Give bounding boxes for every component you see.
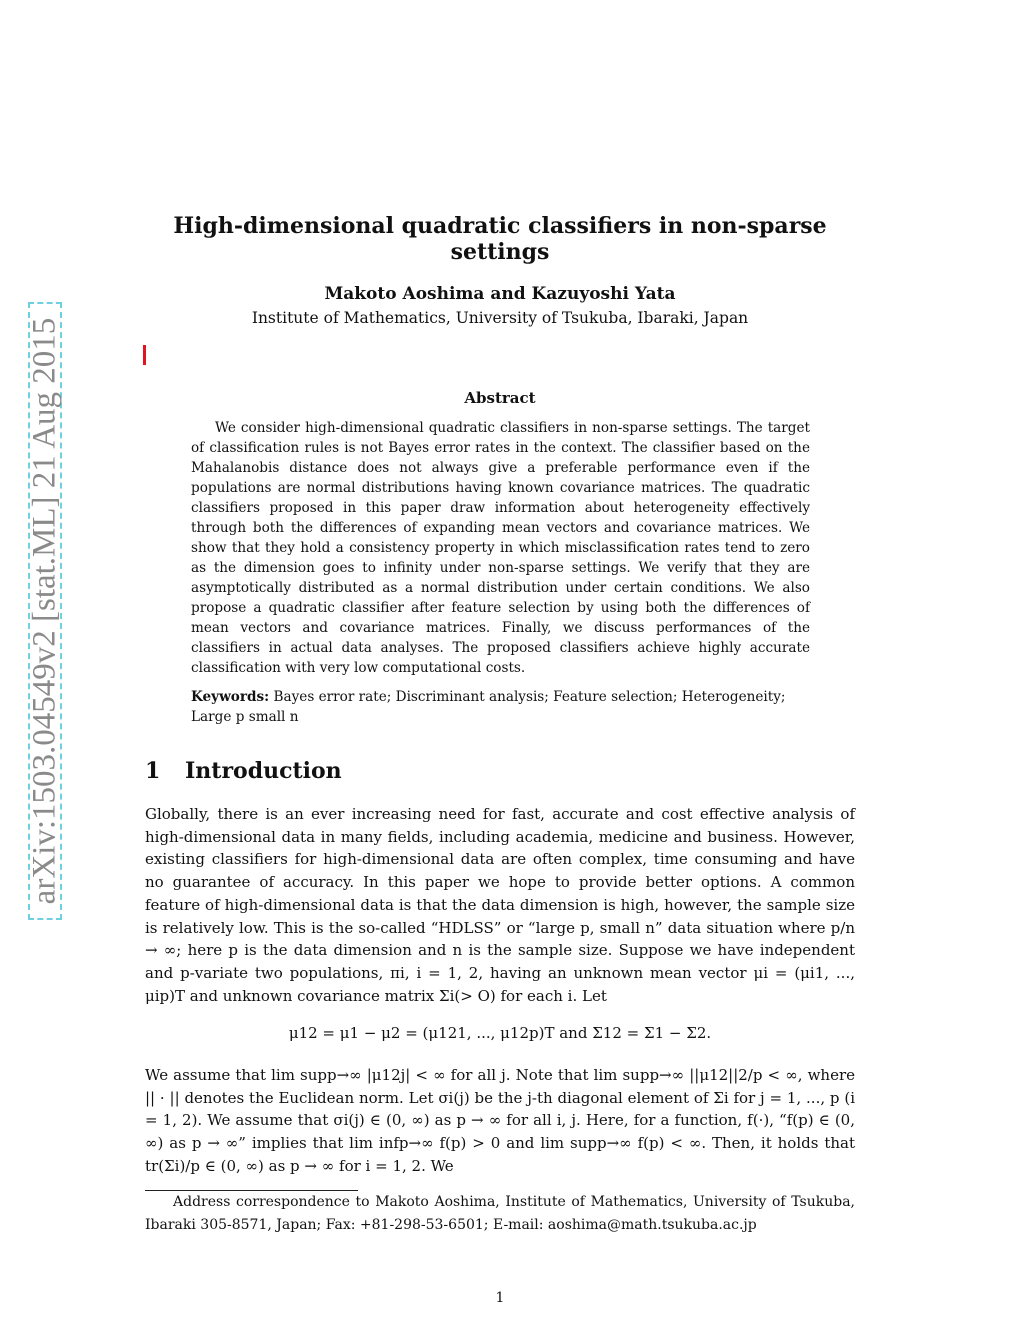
margin-mark — [143, 345, 146, 365]
section-title: Introduction — [185, 758, 342, 784]
section-number: 1 — [145, 758, 161, 784]
intro-paragraph: Globally, there is an ever increasing need for fast, accurate and cost effective analysis of high-dimensional data in many fields, including academia, medicine and business. However, existing classifiers for high-dimensional data are often complex, time consuming and have no guarantee of accuracy. In this paper we hope to provide better options. A common feature of high-dimensional data is that the data dimension is high, however, the sample size is relatively low. This is the so-called “HDLSS” or “large p, small n” data situation where p/n → ∞; here p is the data dimension and n is the sample size. Suppose we have independent and p-variate two populations, πi, i = 1, 2, having an unknown mean vector μi = (μi1, ..., μip)T and unknown covariance matrix Σi(> O) for each i. Let — [145, 805, 855, 1005]
section-heading — [145, 758, 342, 784]
keywords-label: Keywords: — [191, 689, 270, 705]
paper-affiliation: Institute of Mathematics, University of Tsukuba, Ibaraki, Japan — [251, 309, 749, 327]
footnote: Address correspondence to Makoto Aoshima, Institute of Mathematics, University of Tsukuba, Ibaraki 305-8571, Japan; Fax: +81-298-53-6501; E-mail: aoshima@math.tsukuba.ac.jp — [145, 1194, 855, 1233]
paper-title: High-dimensional quadratic classifiers in non-sparse settings — [173, 213, 827, 265]
keywords-list: Bayes error rate; Discriminant analysis; Feature selection; Heterogeneity; Large p small n — [191, 689, 786, 725]
keywords — [191, 687, 810, 727]
paper-authors: Makoto Aoshima and Kazuyoshi Yata — [324, 284, 676, 304]
display-equation: μ12 = μ1 − μ2 = (μ121, ..., μ12p)T and Σ12 = Σ1 − Σ2. — [288, 1024, 712, 1042]
abstract-heading: Abstract — [464, 389, 536, 407]
abstract-text: We consider high-dimensional quadratic classifiers in non-sparse settings. The target of classification rules is not Bayes error rates in the context. The classifier based on the Mahalanobis distance does not always give a preferable performance even if the populations are normal distributions having known covariance matrices. The quadratic classifiers proposed in this paper draw information about heterogeneity effectively through both the differences of expanding mean vectors and covariance matrices. We show that they hold a consistency property in which misclassification rates tend to zero as the dimension goes to infinity under non-sparse settings. We verify that they are asymptotically distributed as a normal distribution under certain conditions. We also propose a quadratic classifier after feature selection by using both the differences of mean vectors and covariance matrices. Finally, we discuss performances of the classifiers in actual data analyses. The proposed classifiers achieve highly accurate classification with very low computational costs. — [191, 420, 810, 676]
page-number: 1 — [495, 1290, 505, 1306]
arxiv-stamp: arXiv:1503.04549v2 [stat.ML] 21 Aug 2015 — [26, 317, 63, 905]
body-paragraph: We assume that lim supp→∞ |μ12j| < ∞ for all j. Note that lim supp→∞ ||μ12||2/p < ∞, where || · || denotes the Euclidean norm. Let σi(j) be the j-th diagonal element of Σi for j = 1, ..., p (i = 1, 2). We assume that σi(j) ∈ (0, ∞) as p → ∞ for all i, j. Here, for a function, f(·), “f(p) ∈ (0, ∞) as p → ∞” implies that lim infp→∞ f(p) > 0 and lim supp→∞ f(p) < ∞. Then, it holds that tr(Σi)/p ∈ (0, ∞) as p → ∞ for i = 1, 2. We — [145, 1066, 855, 1175]
